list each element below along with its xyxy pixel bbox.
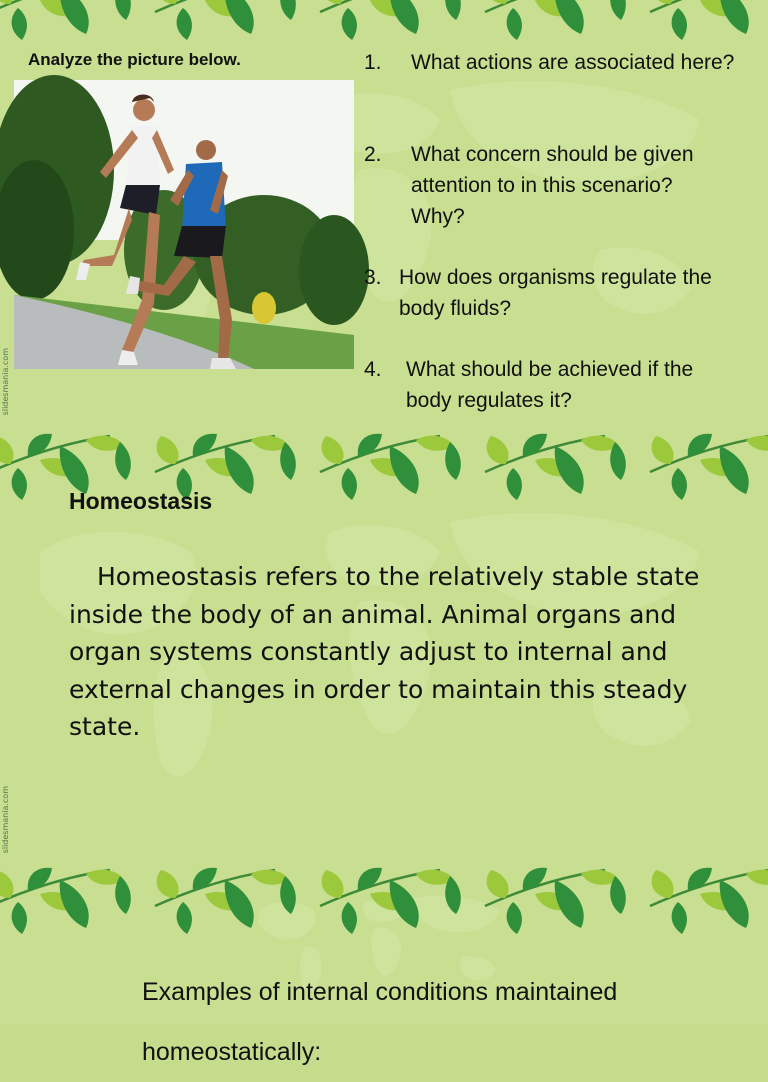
- slide-heading: Analyze the picture below.: [28, 50, 241, 69]
- question-2: [364, 139, 704, 232]
- slide-homeostasis: [0, 432, 768, 866]
- question-number: 3.: [364, 266, 382, 289]
- question-text: How does organisms regulate the body fluids?: [399, 266, 712, 320]
- question-number: 4.: [364, 358, 382, 381]
- examples-intro: Examples of internal conditions maintained homeostatically:: [142, 978, 618, 1066]
- question-1: [364, 47, 744, 78]
- slide-title: Homeostasis: [69, 488, 213, 514]
- question-text: What should be achieved if the body regulates it?: [406, 358, 694, 412]
- watermark: slidesmania.com: [1, 786, 10, 854]
- slide-examples: [0, 866, 768, 1066]
- question-number: 1.: [364, 51, 382, 74]
- question-4: [364, 354, 714, 416]
- runners-photo: [14, 80, 354, 369]
- watermark: slidesmania.com: [1, 348, 10, 416]
- slide-questions: [0, 0, 768, 432]
- question-text: What actions are associated here?: [411, 51, 735, 74]
- question-text: What concern should be given attention to in this scenario? Why?: [411, 143, 694, 228]
- definition-paragraph: [69, 558, 709, 746]
- definition-text: Homeostasis refers to the relatively stable state inside the body of an animal. Animal organs and organ systems constantly adjust to internal and external changes in order to maintain this steady state.: [69, 562, 700, 741]
- leaf-border-top: [0, 0, 768, 40]
- leaf-border-top: [0, 868, 768, 938]
- question-number: 2.: [364, 143, 382, 166]
- question-3: [364, 262, 744, 324]
